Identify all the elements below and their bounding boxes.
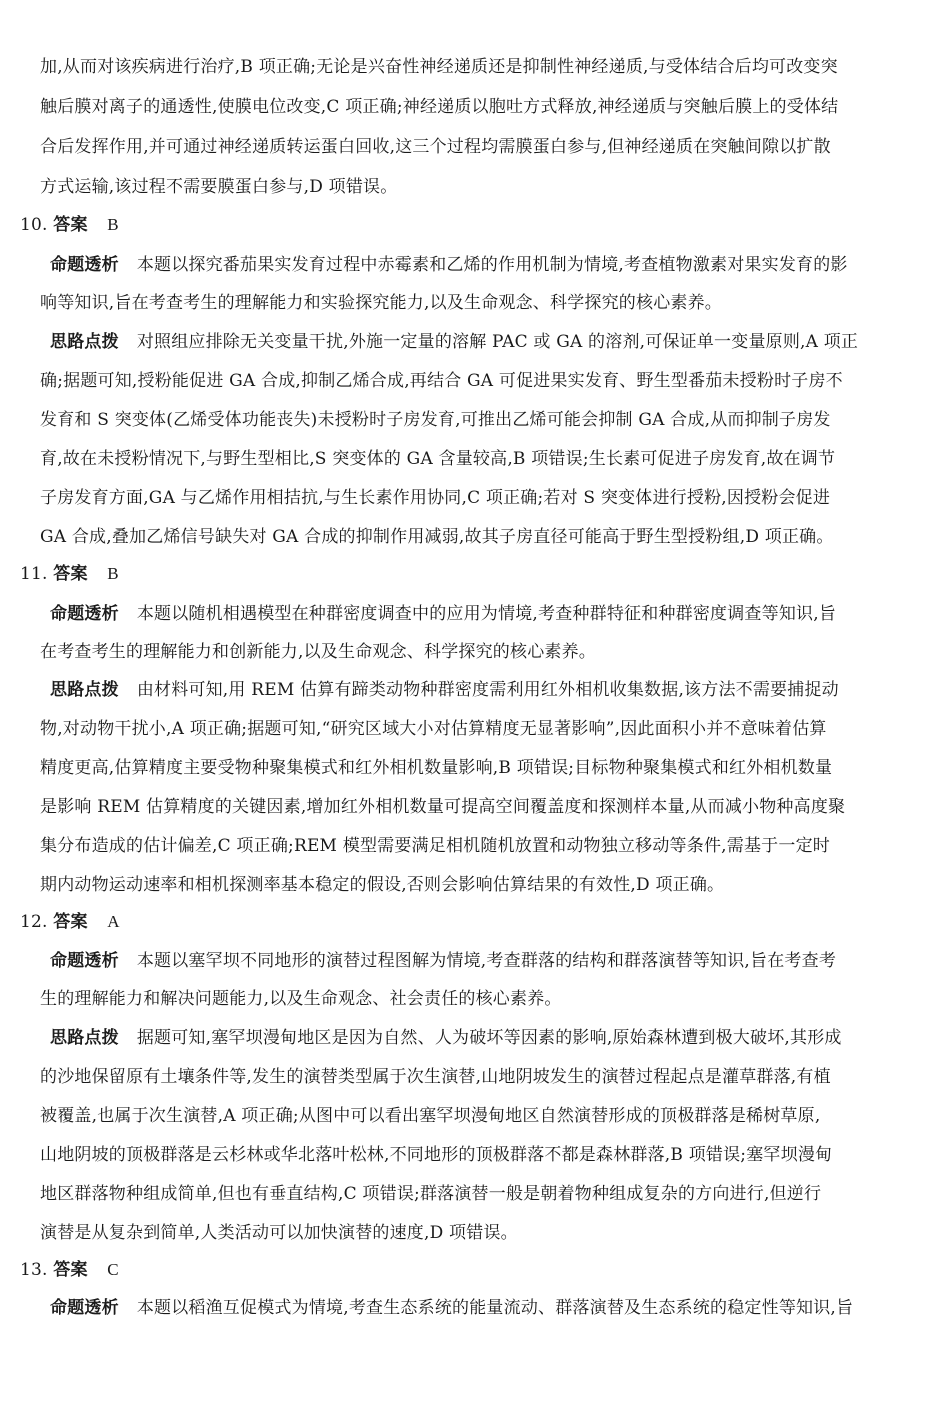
answer-letter: B (107, 564, 119, 583)
hint-text-line: 的沙地保留原有土壤条件等,发生的演替类型属于次生演替,山地阴坡发生的演替过程起点是灌草群落,有植 (40, 1067, 831, 1087)
answer-label: 答案 (53, 215, 88, 235)
hint-text-line: 被覆盖,也属于次生演替,A 项正确;从图中可以看出塞罕坝漫甸地区自然演替形成的顶极群落是稀树草原, (40, 1106, 821, 1126)
q9-tail-line: 方式运输,该过程不需要膜蛋白参与,D 项错误。 (40, 177, 398, 197)
answer-letter: A (107, 912, 120, 931)
question-number: 10. (20, 215, 48, 235)
answer-letter: B (107, 215, 119, 234)
q12-answer-row (20, 911, 120, 933)
question-number: 12. (20, 912, 48, 932)
analysis-label: 命题透析 (50, 255, 119, 275)
hint-text-line: 物,对动物干扰小,A 项正确;据题可知,“研究区域大小对估算精度无显著影响”,因此面积小并不意味着估算 (40, 719, 827, 739)
hint-label: 思路点拨 (50, 332, 119, 352)
q11-hint (40, 679, 839, 701)
hint-text: 据题可知,塞罕坝漫甸地区是因为自然、人为破坏等因素的影响,原始森林遭到极大破坏,其形成 (136, 1028, 842, 1048)
hint-text: 对照组应排除无关变量干扰,外施一定量的溶解 PAC 或 GA 的溶剂,可保证单一变量原则,A 项正 (136, 332, 859, 352)
hint-text-line: 发育和 S 突变体(乙烯受体功能丧失)未授粉时子房发育,可推出乙烯可能会抑制 GA 合成,从而抑制子房发 (40, 410, 831, 430)
analysis-text: 本题以随机相遇模型在种群密度调查中的应用为情境,考查种群特征和种群密度调查等知识,旨 (136, 604, 837, 624)
q10-answer-row (20, 214, 119, 236)
q9-tail-line: 合后发挥作用,并可通过神经递质转运蛋白回收,这三个过程均需膜蛋白参与,但神经递质在突触间隙以扩散 (40, 137, 831, 157)
q11-analysis (40, 603, 836, 625)
hint-text-line: 山地阴坡的顶极群落是云杉林或华北落叶松林,不同地形的顶极群落不都是森林群落,B 项错误;塞罕坝漫甸 (40, 1145, 833, 1165)
analysis-text: 本题以探究番茄果实发育过程中赤霉素和乙烯的作用机制为情境,考查植物激素对果实发育的影 (136, 255, 848, 275)
question-number: 13. (20, 1260, 48, 1280)
analysis-label: 命题透析 (50, 951, 119, 971)
analysis-text-line: 生的理解能力和解决问题能力,以及生命观念、社会责任的核心素养。 (40, 989, 562, 1009)
answer-label: 答案 (53, 564, 88, 584)
hint-text-line: 精度更高,估算精度主要受物种聚集模式和红外相机数量影响,B 项错误;目标物种聚集模式和红外相机数量 (40, 758, 833, 778)
q9-tail-line: 加,从而对该疾病进行治疗,B 项正确;无论是兴奋性神经递质还是抑制性神经递质,与受体结合后均可改变突 (40, 57, 838, 77)
analysis-text-line: 在考查考生的理解能力和创新能力,以及生命观念、科学探究的核心素养。 (40, 642, 597, 662)
answer-label: 答案 (53, 1260, 88, 1280)
analysis-label: 命题透析 (50, 1298, 119, 1318)
q12-hint (40, 1027, 842, 1049)
answer-label: 答案 (53, 912, 88, 932)
q9-tail-line: 触后膜对离子的通透性,使膜电位改变,C 项正确;神经递质以胞吐方式释放,神经递质与突触后膜上的受体结 (40, 97, 839, 117)
hint-text-line: GA 合成,叠加乙烯信号缺失对 GA 合成的抑制作用减弱,故其子房直径可能高于野生型授粉组,D 项正确。 (40, 527, 834, 547)
hint-text-line: 演替是从复杂到简单,人类活动可以加快演替的速度,D 项错误。 (40, 1223, 518, 1243)
q11-answer-row (20, 563, 119, 585)
hint-text-line: 地区群落物种组成简单,但也有垂直结构,C 项错误;群落演替一般是朝着物种组成复杂的方向进行,但逆行 (40, 1184, 822, 1204)
hint-text-line: 育,故在未授粉情况下,与野生型相比,S 突变体的 GA 含量较高,B 项错误;生长素可促进子房发育,故在调节 (40, 449, 836, 469)
q10-hint (40, 331, 858, 353)
hint-text-line: 子房发育方面,GA 与乙烯作用相拮抗,与生长素作用协同,C 项正确;若对 S 突变体进行授粉,因授粉会促进 (40, 488, 831, 508)
analysis-label: 命题透析 (50, 604, 119, 624)
q10-analysis (40, 254, 848, 276)
q13-analysis (40, 1297, 853, 1319)
q12-analysis (40, 950, 836, 972)
question-number: 11. (20, 564, 48, 584)
hint-text-line: 是影响 REM 估算精度的关键因素,增加红外相机数量可提高空间覆盖度和探测样本量,从而减小物种高度聚 (40, 797, 846, 817)
hint-text: 由材料可知,用 REM 估算有蹄类动物种群密度需利用红外相机收集数据,该方法不需要捕捉动 (136, 680, 839, 700)
hint-text-line: 确;据题可知,授粉能促进 GA 合成,抑制乙烯合成,再结合 GA 可促进果实发育、野生型番茄未授粉时子房不 (40, 371, 843, 391)
analysis-text-line: 响等知识,旨在考查考生的理解能力和实验探究能力,以及生命观念、科学探究的核心素养。 (40, 293, 723, 313)
hint-label: 思路点拨 (50, 1028, 119, 1048)
hint-text-line: 期内动物运动速率和相机探测率基本稳定的假设,否则会影响估算结果的有效性,D 项正确。 (40, 875, 725, 895)
hint-text-line: 集分布造成的估计偏差,C 项正确;REM 模型需要满足相机随机放置和动物独立移动等条件,需基于一定时 (40, 836, 830, 856)
hint-label: 思路点拨 (50, 680, 119, 700)
analysis-text: 本题以稻渔互促模式为情境,考查生态系统的能量流动、群落演替及生态系统的稳定性等知识,旨 (136, 1298, 854, 1318)
answer-letter: C (107, 1260, 119, 1279)
q13-answer-row (20, 1259, 119, 1281)
analysis-text: 本题以塞罕坝不同地形的演替过程图解为情境,考查群落的结构和群落演替等知识,旨在考查考 (136, 951, 837, 971)
